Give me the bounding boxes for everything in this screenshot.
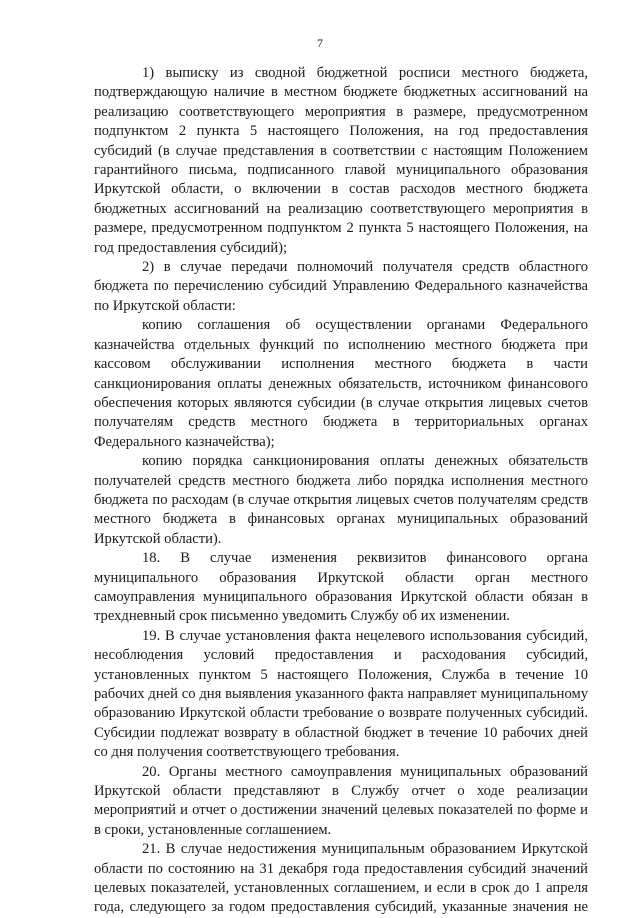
page-number: 7 <box>317 36 323 50</box>
paragraph-2-transfer-of-powers: 2) в случае передачи полномочий получателя средств областного бюджета по перечислению субсидий Управлению Федерального казначейства по Иркутской области: <box>94 259 588 314</box>
paragraph-19-misuse-of-subsidies: 19. В случае установления факта нецелевого использования субсидий, несоблюдения условий предоставления и расходования субсидий, установленных пунктом 5 настоящего Положения, Служба в течение 10 рабочих дней со дня выявления указанного факта направляет муниципальному образованию Иркутской области требование о возврате полученных субсидий. Субсидии подлежат возврату в областной бюджет в течение 10 рабочих дней со дня получения соответствующего требования. <box>94 627 588 761</box>
paragraph-18-requisites-change: 18. В случае изменения реквизитов финансового органа муниципального образования Иркутской области орган местного самоуправления муниципального образования Иркутской области обязан в трехдневный срок письменно уведомить Службу об их изменении. <box>94 550 588 625</box>
paragraph-1-budget-extract: 1) выписку из сводной бюджетной росписи местного бюджета, подтверждающую наличие в местном бюджете бюджетных ассигнований на реализацию соответствующего мероприятия в размере, предусмотренном подпунктом 2 пункта 5 настоящего Положения, на год предоставления субсидий (в случае представления в соответствии с настоящим Положением гарантийного письма, подписанного главой муниципального образования Иркутской области, о включении в состав расходов местного бюджета бюджетных ассигнований на реализацию соответствующего мероприятия в размере, предусмотренном подпунктом 2 пункта 5 настоящего Положения, на год предоставления субсидий); <box>94 65 588 256</box>
document-body <box>94 64 588 918</box>
paragraph-21-targets-not-achieved: 21. В случае недостижения муниципальным образованием Иркутской области по состоянию на 31 декабря года предоставления субсидий значений целевых показателей, установленных соглашением, и если в срок до 1 апреля года, следующего за годом предоставления субсидий, указанные значения не <box>94 841 588 916</box>
paragraph-20-reporting: 20. Органы местного самоуправления муниципальных образований Иркутской области представляют в Службу отчет о ходе реализации мероприятий и отчет о достижении значений целевых показателей по форме и в сроки, установленные соглашением. <box>94 763 588 838</box>
paragraph-agreement-copy: копию соглашения об осуществлении органами Федерального казначейства отдельных функций по исполнению местного бюджета при кассовом обслуживании исполнения местного бюджета в части санкционирования оплаты денежных обязательств, источником финансового обеспечения которых являются субсидии (в случае открытия лицевых счетов получателям средств местного бюджета в территориальных органах Федерального казначейства); <box>94 317 588 450</box>
paragraph-procedure-copy: копию порядка санкционирования оплаты денежных обязательств получателей средств местного бюджета либо порядка исполнения местного бюджета по расходам (в случае открытия лицевых счетов получателям средств местного бюджета в финансовых органах муниципальных образований Иркутской области). <box>94 453 588 547</box>
